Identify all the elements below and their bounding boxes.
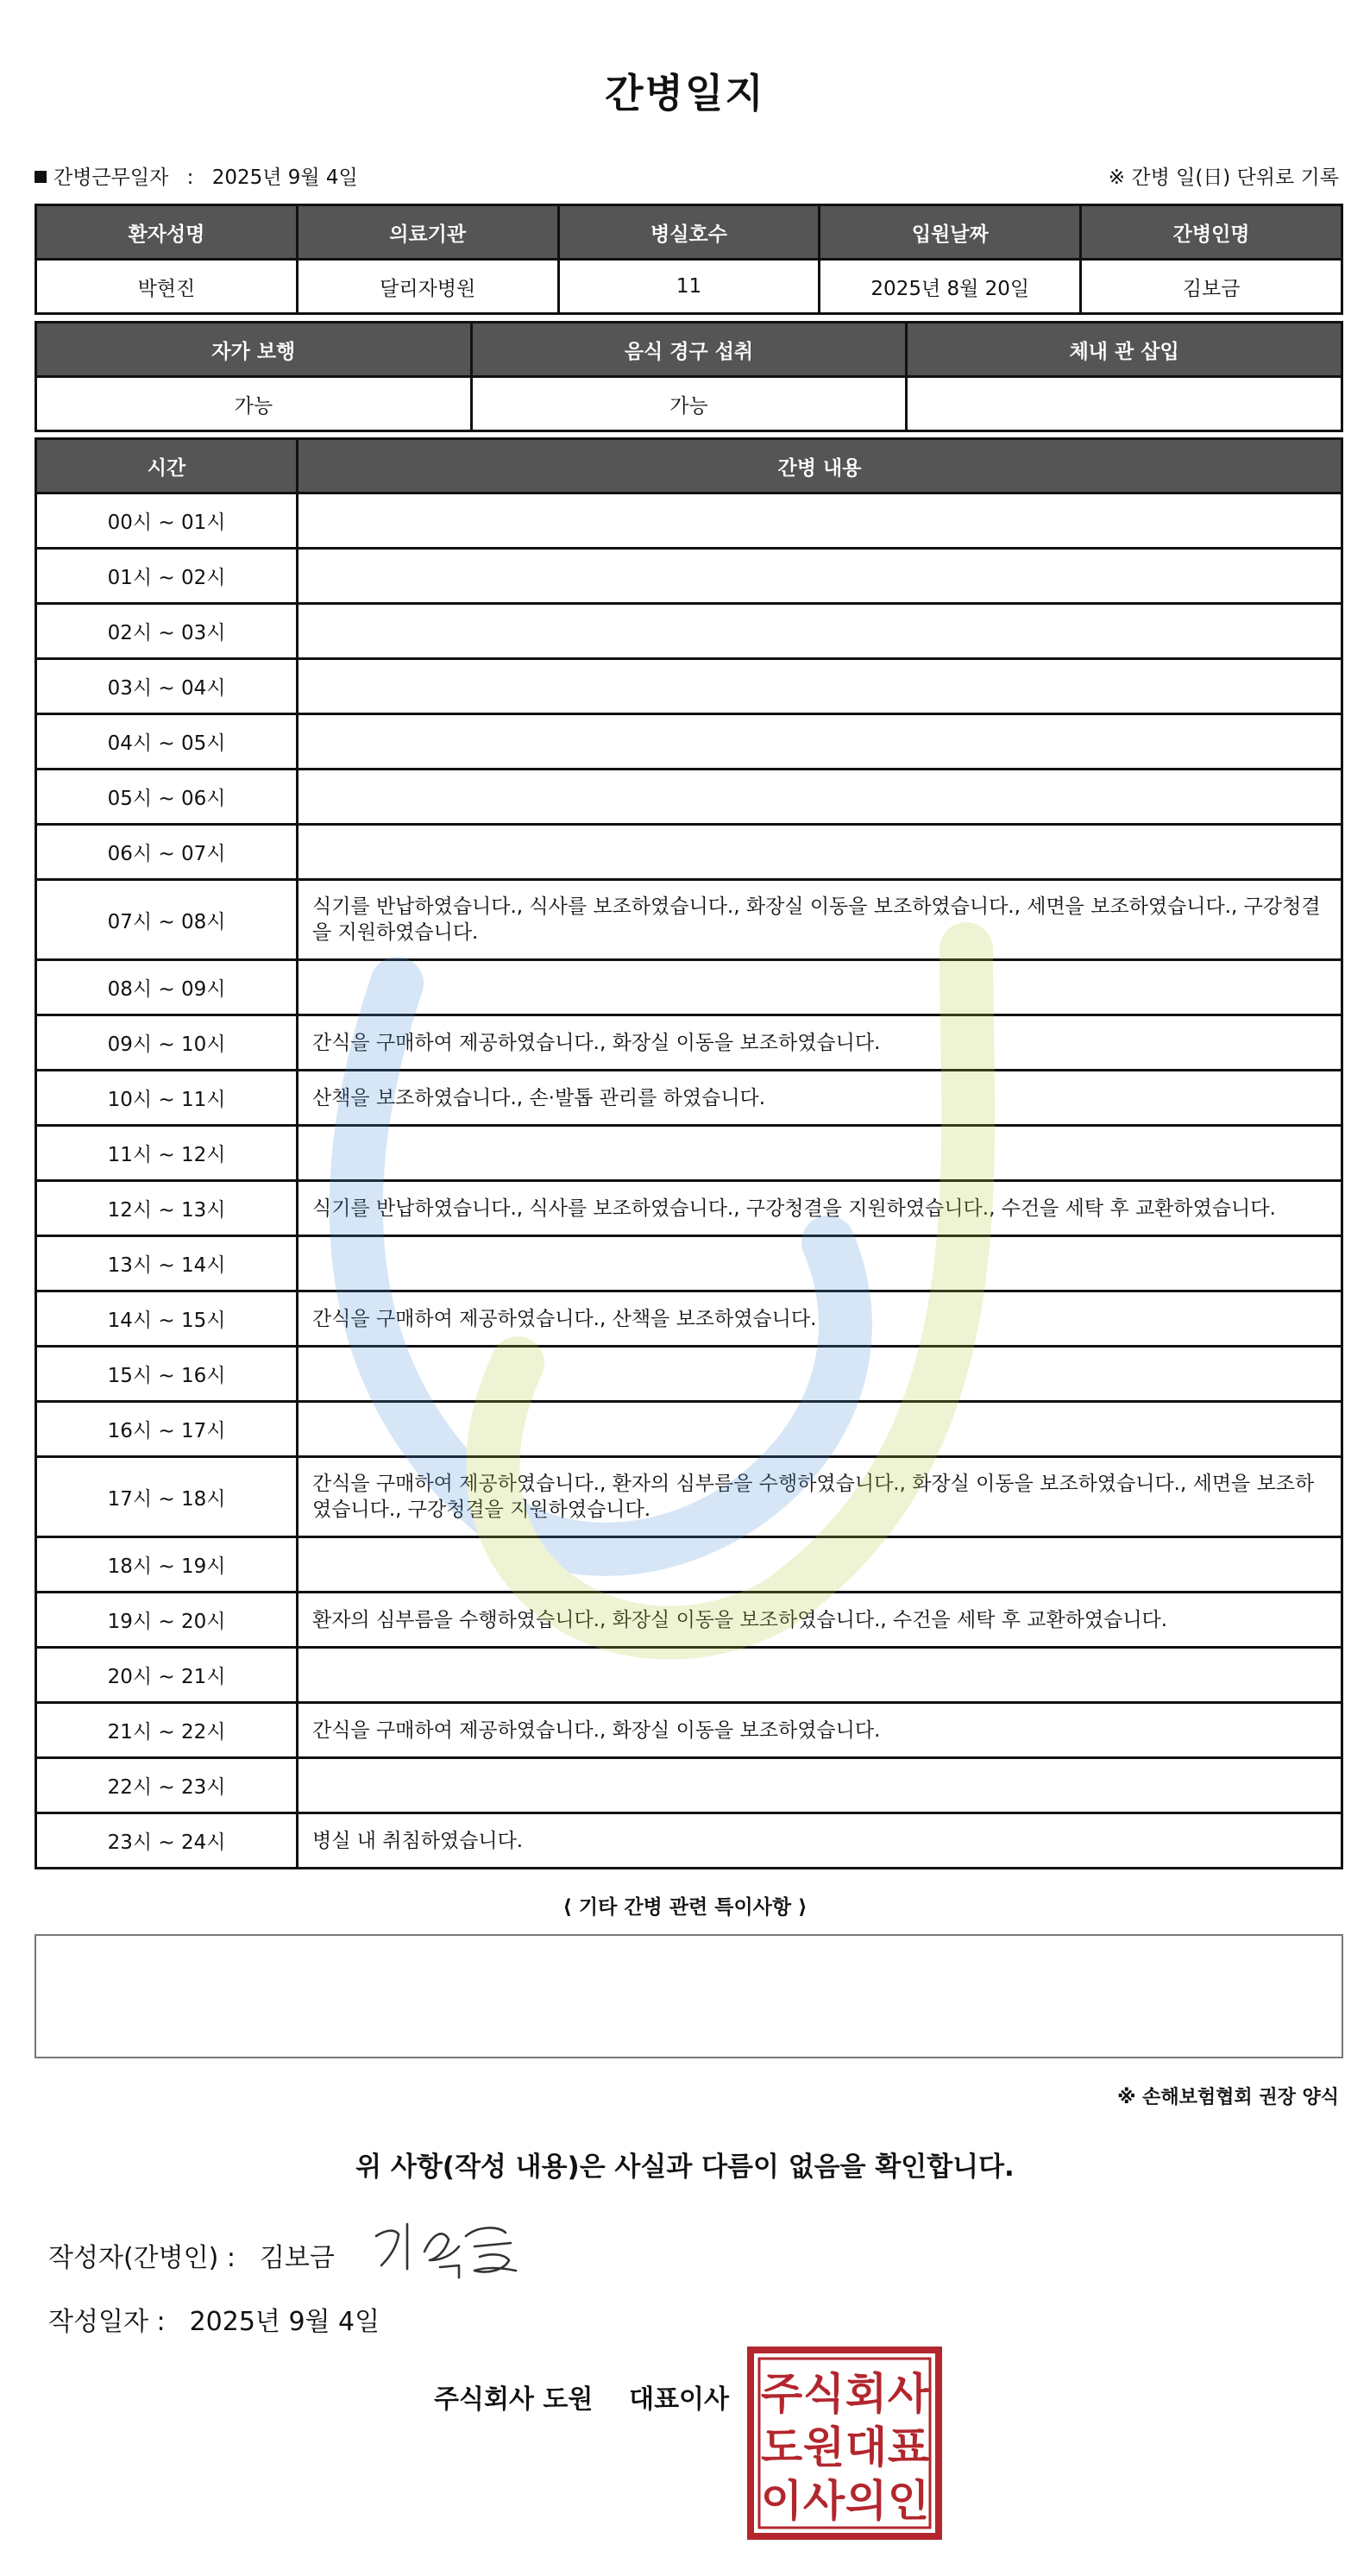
write-date-value: 2025년 9월 4일 (189, 2307, 380, 2337)
log-content (298, 1537, 1342, 1593)
log-content: 식기를 반납하였습니다., 식사를 보조하였습니다., 구강청결을 지원하였습니다., 수건을 세탁 후 교환하였습니다. (298, 1181, 1342, 1236)
seal-char: 원 (802, 2422, 845, 2472)
log-content (298, 770, 1342, 825)
log-content: 식기를 반납하였습니다., 식사를 보조하였습니다., 화장실 이동을 보조하였습니다., 세면을 보조하였습니다., 구강청결을 지원하였습니다. (298, 880, 1342, 960)
log-row (36, 714, 1342, 770)
log-content: 간식을 구매하여 제공하였습니다., 화장실 이동을 보조하였습니다. (298, 1703, 1342, 1758)
log-content (298, 1402, 1342, 1457)
write-date-line (48, 2300, 380, 2338)
log-row (36, 1537, 1342, 1593)
caregiver-name: 김보금 (1081, 260, 1342, 314)
log-time: 13시 ~ 14시 (36, 1236, 298, 1291)
seal-char: 의 (845, 2476, 888, 2526)
log-time: 21시 ~ 22시 (36, 1703, 298, 1758)
log-time: 05시 ~ 06시 (36, 770, 298, 825)
header-oral-intake: 음식 경구 섭취 (471, 323, 907, 377)
seal-char: 인 (887, 2476, 930, 2526)
header-care-content: 간병 내용 (298, 439, 1342, 493)
log-content (298, 1758, 1342, 1813)
patient-header-row (36, 205, 1342, 260)
log-content (298, 493, 1342, 549)
log-time: 09시 ~ 10시 (36, 1015, 298, 1071)
header-hospital: 의료기관 (297, 205, 558, 260)
log-row (36, 880, 1342, 960)
hospital-name: 달리자병원 (297, 260, 558, 314)
work-date-label: 간병근무일자 (53, 166, 169, 189)
log-row (36, 1813, 1342, 1869)
self-walking-value: 가능 (36, 377, 472, 431)
log-content (298, 659, 1342, 714)
log-time: 15시 ~ 16시 (36, 1347, 298, 1402)
special-notes-title: ⟨ 기타 간병 관련 특이사항 ⟩ (562, 1896, 808, 1919)
log-row (36, 1291, 1342, 1347)
page-title: 간병일지 (605, 70, 765, 116)
log-row (36, 1126, 1342, 1181)
log-time: 06시 ~ 07시 (36, 825, 298, 880)
work-date-separator: : (186, 166, 194, 189)
patient-info-table (35, 204, 1343, 315)
room-number: 11 (558, 260, 820, 314)
log-row (36, 1593, 1342, 1648)
log-row (36, 1758, 1342, 1813)
log-time: 19시 ~ 20시 (36, 1593, 298, 1648)
log-content (298, 714, 1342, 770)
unit-note: ※ 간병 일(日) 단위로 기록 (1108, 166, 1339, 189)
association-note: ※ 손해보험협회 권장 양식 (1117, 2087, 1339, 2108)
log-body (36, 493, 1342, 1869)
log-row (36, 1181, 1342, 1236)
seal-char: 식 (802, 2369, 845, 2419)
log-time: 10시 ~ 11시 (36, 1071, 298, 1126)
log-content (298, 604, 1342, 659)
log-row (36, 1703, 1342, 1758)
log-content (298, 1126, 1342, 1181)
header-room-number: 병실호수 (558, 205, 820, 260)
header-admission-date: 입원날짜 (820, 205, 1081, 260)
log-content: 산책을 보조하였습니다., 손·발톱 관리를 하였습니다. (298, 1071, 1342, 1126)
log-time: 23시 ~ 24시 (36, 1813, 298, 1869)
patient-status-table (35, 321, 1343, 432)
log-row (36, 493, 1342, 549)
log-row (36, 1648, 1342, 1703)
log-row (36, 770, 1342, 825)
log-row (36, 825, 1342, 880)
seal-char: 회 (845, 2369, 888, 2419)
log-time: 14시 ~ 15시 (36, 1291, 298, 1347)
special-notes-box (35, 1934, 1343, 2058)
log-time: 04시 ~ 05시 (36, 714, 298, 770)
log-time: 20시 ~ 21시 (36, 1648, 298, 1703)
handwritten-signature (369, 2217, 525, 2283)
seal-char: 주 (760, 2369, 803, 2419)
log-row (36, 1347, 1342, 1402)
admission-date: 2025년 8월 20일 (820, 260, 1081, 314)
seal-char: 표 (887, 2422, 930, 2472)
writer-name: 김보금 (259, 2243, 335, 2273)
confirmation-statement: 위 사항(작성 내용)은 사실과 다름이 없음을 확인합니다. (355, 2152, 1015, 2183)
log-time: 11시 ~ 12시 (36, 1126, 298, 1181)
work-date (35, 161, 358, 190)
header-caregiver-name: 간병인명 (1081, 205, 1342, 260)
log-content (298, 960, 1342, 1015)
log-content: 간식을 구매하여 제공하였습니다., 산책을 보조하였습니다. (298, 1291, 1342, 1347)
write-date-label: 작성일자 : (48, 2307, 166, 2337)
log-row (36, 1402, 1342, 1457)
log-row (36, 960, 1342, 1015)
seal-char: 도 (760, 2422, 803, 2472)
log-row (36, 659, 1342, 714)
log-content (298, 825, 1342, 880)
log-row (36, 1236, 1342, 1291)
log-row (36, 1457, 1342, 1537)
seal-char: 사 (802, 2476, 845, 2526)
log-time: 07시 ~ 08시 (36, 880, 298, 960)
seal-char: 이 (760, 2476, 803, 2526)
status-header-row (36, 323, 1342, 377)
log-content: 간식을 구매하여 제공하였습니다., 환자의 심부름을 수행하였습니다., 화장실 이동을 보조하였습니다., 세면을 보조하였습니다., 구강청결을 지원하였습니다. (298, 1457, 1342, 1537)
oral-intake-value: 가능 (471, 377, 907, 431)
seal-char: 사 (887, 2369, 930, 2419)
log-row (36, 549, 1342, 604)
log-time: 17시 ~ 18시 (36, 1457, 298, 1537)
care-log-table (35, 437, 1343, 1869)
log-time: 16시 ~ 17시 (36, 1402, 298, 1457)
log-content (298, 1648, 1342, 1703)
work-date-value: 2025년 9월 4일 (211, 166, 358, 189)
writer-line (48, 2236, 335, 2274)
company-name: 주식회사 도원 대표이사 (434, 2384, 730, 2415)
tube-insertion-value (907, 377, 1342, 431)
header-patient-name: 환자성명 (36, 205, 298, 260)
log-content: 병실 내 취침하였습니다. (298, 1813, 1342, 1869)
log-row (36, 1015, 1342, 1071)
log-time: 12시 ~ 13시 (36, 1181, 298, 1236)
log-row (36, 1071, 1342, 1126)
writer-label: 작성자(간병인) : (48, 2243, 236, 2273)
log-content: 환자의 심부름을 수행하였습니다., 화장실 이동을 보조하였습니다., 수건을 세탁 후 교환하였습니다. (298, 1593, 1342, 1648)
header-tube-insertion: 체내 관 삽입 (907, 323, 1342, 377)
header-time: 시간 (36, 439, 298, 493)
status-value-row (36, 377, 1342, 431)
header-self-walking: 자가 보행 (36, 323, 472, 377)
log-time: 18시 ~ 19시 (36, 1537, 298, 1593)
log-time: 02시 ~ 03시 (36, 604, 298, 659)
seal-characters (761, 2369, 930, 2526)
log-content (298, 1236, 1342, 1291)
log-time: 00시 ~ 01시 (36, 493, 298, 549)
log-time: 03시 ~ 04시 (36, 659, 298, 714)
square-bullet-icon (35, 171, 47, 183)
log-time: 22시 ~ 23시 (36, 1758, 298, 1813)
patient-value-row (36, 260, 1342, 314)
seal-char: 대 (845, 2422, 888, 2472)
log-time: 01시 ~ 02시 (36, 549, 298, 604)
log-content (298, 1347, 1342, 1402)
patient-name: 박현진 (36, 260, 298, 314)
log-content (298, 549, 1342, 604)
log-time: 08시 ~ 09시 (36, 960, 298, 1015)
log-content: 간식을 구매하여 제공하였습니다., 화장실 이동을 보조하였습니다. (298, 1015, 1342, 1071)
company-seal-stamp (747, 2347, 942, 2540)
log-header-row (36, 439, 1342, 493)
log-row (36, 604, 1342, 659)
